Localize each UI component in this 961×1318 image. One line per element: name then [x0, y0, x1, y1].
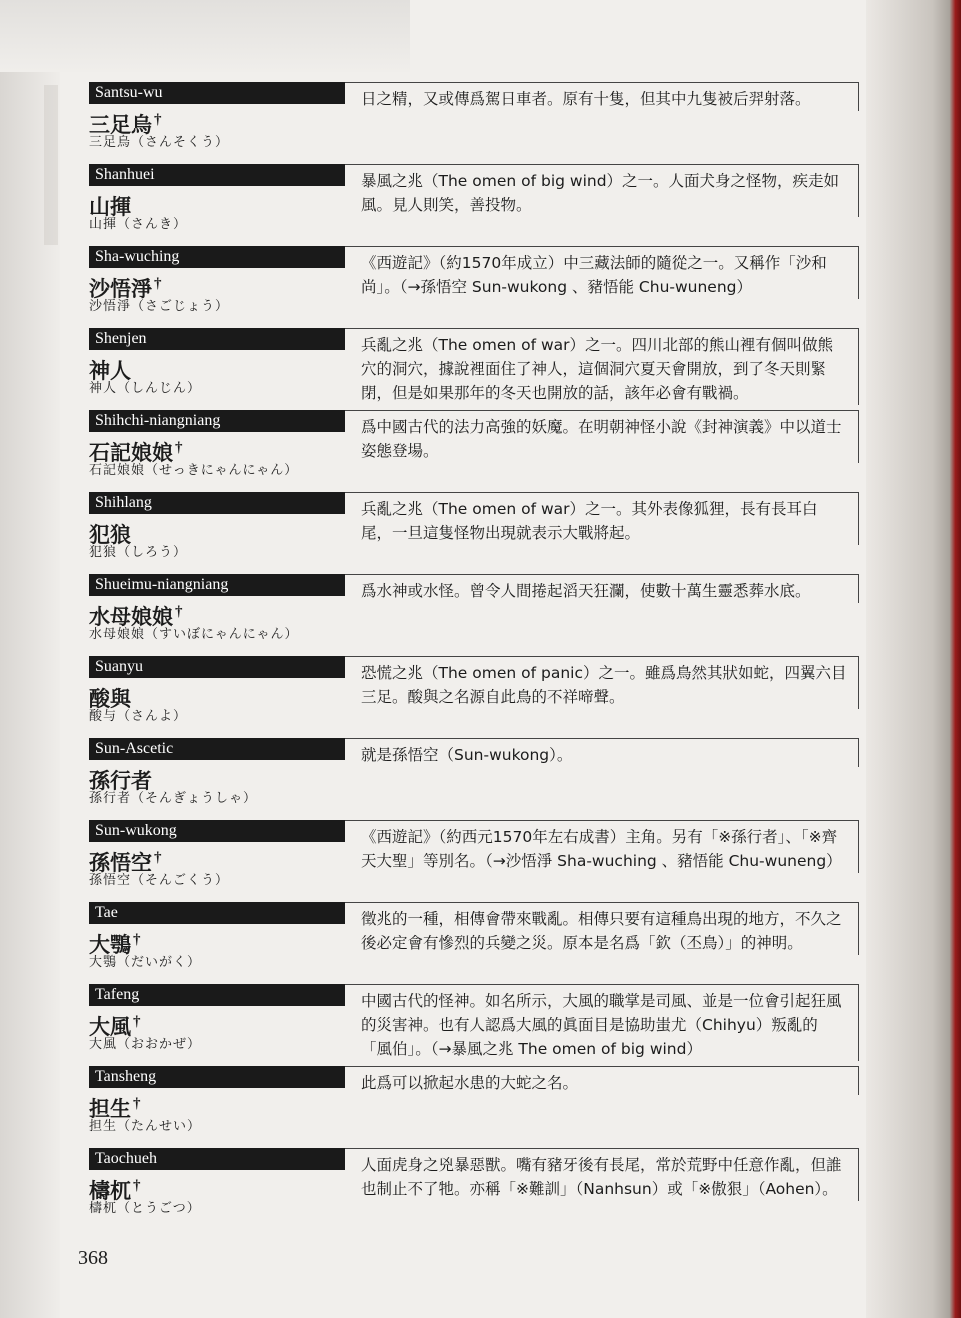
entry-description-box [345, 1066, 859, 1095]
entry-description-box [345, 82, 859, 111]
entry-heading [89, 328, 345, 398]
entry-description: 《西遊記》（約1570年成立）中三藏法師的隨從之一。又稱作「沙和尚」。（→孫悟空 Sun-wukong 、豬悟能 Chu-wuneng） [361, 254, 827, 296]
romaji-label: Santsu-wu [89, 82, 345, 104]
dagger-mark: † [133, 1178, 141, 1194]
dagger-mark: † [133, 1096, 141, 1112]
dagger-mark: † [154, 112, 162, 128]
entry-description-box [345, 738, 859, 767]
kanji-text: 孫悟空 [89, 851, 152, 875]
kanji-title [89, 271, 345, 301]
kanji-text: 孫行者 [89, 769, 152, 793]
entry-description-box [345, 984, 859, 1061]
kana-reading: 沙悟淨（さごじょう） [89, 299, 230, 314]
entry-heading [89, 738, 345, 808]
entry-heading [89, 1148, 345, 1218]
kana-reading: 孫悟空（そんごくう） [89, 873, 230, 888]
kanji-text: 沙悟淨 [89, 277, 152, 301]
romaji-label: Sun-wukong [89, 820, 345, 842]
entry-description: 爲水神或水怪。曾令人間捲起滔天狂瀾，使數十萬生靈悉葬水底。 [361, 582, 811, 600]
romaji-label: Shihchi-niangniang [89, 410, 345, 432]
entry-description-box [345, 574, 859, 603]
entry-heading [89, 984, 345, 1054]
kanji-text: 山揮 [89, 195, 131, 219]
romaji-label: Tansheng [89, 1066, 345, 1088]
dagger-mark: † [154, 850, 162, 866]
kanji-title [89, 845, 345, 875]
entry-heading [89, 246, 345, 316]
entry-heading [89, 1066, 345, 1136]
page-number: 368 [78, 1247, 108, 1269]
entry-description: 恐慌之兆（The omen of panic）之一。雖爲鳥然其狀如蛇，四翼六目三足。酸與之名源自此鳥的不祥啼聲。 [361, 664, 847, 706]
kanji-text: 水母娘娘 [89, 605, 173, 629]
kanji-text: 大風 [89, 1015, 131, 1039]
romaji-label: Shenjen [89, 328, 345, 350]
kana-reading: 大風（おおかぜ） [89, 1037, 202, 1052]
kanji-title [89, 599, 345, 629]
entry-description-box [345, 246, 859, 299]
romaji-label: Sha-wuching [89, 246, 345, 268]
kanji-text: 三足烏 [89, 113, 152, 137]
kana-reading: 水母娘娘（すいぼにゃんにゃん） [89, 627, 299, 642]
kanji-text: 石記娘娘 [89, 441, 173, 465]
page-top-shadow [0, 0, 410, 72]
romaji-label: Sun-Ascetic [89, 738, 345, 760]
entry-heading [89, 574, 345, 644]
entry-heading [89, 656, 345, 726]
entry-description-box [345, 492, 859, 545]
kana-reading: 檮杌（とうごつ） [89, 1201, 201, 1216]
entry-description-box [345, 328, 859, 405]
kana-reading: 担生（たんせい） [89, 1119, 202, 1134]
dagger-mark: † [175, 604, 183, 620]
entry-heading [89, 492, 345, 562]
kana-reading: 大鶚（だいがく） [89, 955, 202, 970]
entry-heading [89, 902, 345, 972]
romaji-label: Suanyu [89, 656, 345, 678]
entry-description: 人面虎身之兇暴惡獸。嘴有豬牙後有長尾，常於荒野中任意作亂，但誰也制止不了牠。亦稱「※難訓」（Nanhsun）或「※傲狠」（Aohen）。 [361, 1156, 842, 1198]
romaji-label: Shanhuei [89, 164, 345, 186]
entry-description: 《西遊記》（約西元1570年左右成書）主角。另有「※孫行者」、「※齊天大聖」等別名。（→沙悟淨 Sha-wuching 、豬悟能 Chu-wuneng） [361, 828, 842, 870]
kanji-title [89, 107, 345, 137]
kanji-text: 神人 [89, 359, 131, 383]
kanji-title [89, 1173, 345, 1203]
kanji-title [89, 763, 345, 793]
romaji-label: Tafeng [89, 984, 345, 1006]
kanji-text: 檮杌 [89, 1179, 131, 1203]
entry-description: 中國古代的怪神。如名所示，大風的職掌是司風、並是一位會引起狂風的災害神。也有人認爲大風的眞面目是協助蚩尤（Chihyu）叛亂的「風伯」。（→暴風之兆 The omen of big wind） [361, 992, 842, 1058]
entry-description: 日之精，又或傳爲駕日車者。原有十隻，但其中九隻被后羿射落。 [361, 90, 811, 108]
entry-description-box [345, 656, 859, 709]
kanji-text: 酸與 [89, 687, 131, 711]
kana-reading: 犯狼（しろう） [89, 545, 188, 560]
kanji-text: 犯狼 [89, 523, 131, 547]
dagger-mark: † [133, 1014, 141, 1030]
dagger-mark: † [133, 932, 141, 948]
kanji-title [89, 435, 345, 465]
kanji-title [89, 353, 345, 383]
kanji-title [89, 927, 345, 957]
entry-description: 兵亂之兆（The omen of war）之一。四川北部的熊山裡有個叫做熊穴的洞穴，據說裡面住了神人，這個洞穴夏天會開放，到了冬天則緊閉，但是如果那年的冬天也開放的話，該年必會有戰禍。 [361, 336, 834, 402]
entry-description-box [345, 820, 859, 873]
kanji-title [89, 681, 345, 711]
entry-description-box [345, 1148, 859, 1201]
entry-description: 此爲可以掀起水患的大蛇之名。 [361, 1074, 579, 1092]
kana-reading: 山揮（さんき） [89, 217, 188, 232]
entry-description: 兵亂之兆（The omen of war）之一。其外表像狐狸，長有長耳白尾，一旦這隻怪物出現就表示大戰將起。 [361, 500, 818, 542]
entry-description: 徵兆的一種，相傳會帶來戰亂。相傳只要有這種鳥出現的地方，不久之後必定會有慘烈的兵變之災。原本是名爲「欽（丕鳥）」的神明。 [361, 910, 842, 952]
entry-heading [89, 410, 345, 480]
kanji-text: 担生 [89, 1097, 131, 1121]
dagger-mark: † [154, 276, 162, 292]
book-edge [866, 0, 961, 1318]
kana-reading: 酸与（さんよ） [89, 709, 188, 724]
entry-description: 爲中國古代的法力高強的妖魔。在明朝神怪小說《封神演義》中以道士姿態登場。 [361, 418, 842, 460]
kana-reading: 石記娘娘（せっきにゃんにゃん） [89, 463, 299, 478]
kana-reading: 三足烏（さんそくう） [89, 135, 230, 150]
romaji-label: Tae [89, 902, 345, 924]
dagger-mark: † [175, 440, 183, 456]
kanji-title [89, 1009, 345, 1039]
entry-description-box [345, 410, 859, 463]
romaji-label: Shihlang [89, 492, 345, 514]
romaji-label: Shueimu-niangniang [89, 574, 345, 596]
romaji-label: Taochueh [89, 1148, 345, 1170]
kanji-title [89, 517, 345, 547]
kanji-title [89, 1091, 345, 1121]
entry-heading [89, 820, 345, 890]
entry-description: 暴風之兆（The omen of big wind）之一。人面犬身之怪物，疾走如風。見人則笑，善投物。 [361, 172, 840, 214]
kana-reading: 孫行者（そんぎょうしゃ） [89, 791, 258, 806]
entry-description-box [345, 164, 859, 217]
kana-reading: 神人（しんじん） [89, 381, 202, 396]
kanji-text: 大鶚 [89, 933, 131, 957]
entry-description-box [345, 902, 859, 955]
side-index-strip [42, 85, 60, 245]
entry-description: 就是孫悟空（Sun-wukong）。 [361, 746, 573, 764]
entry-heading [89, 82, 345, 152]
kanji-title [89, 189, 345, 219]
entry-heading [89, 164, 345, 234]
